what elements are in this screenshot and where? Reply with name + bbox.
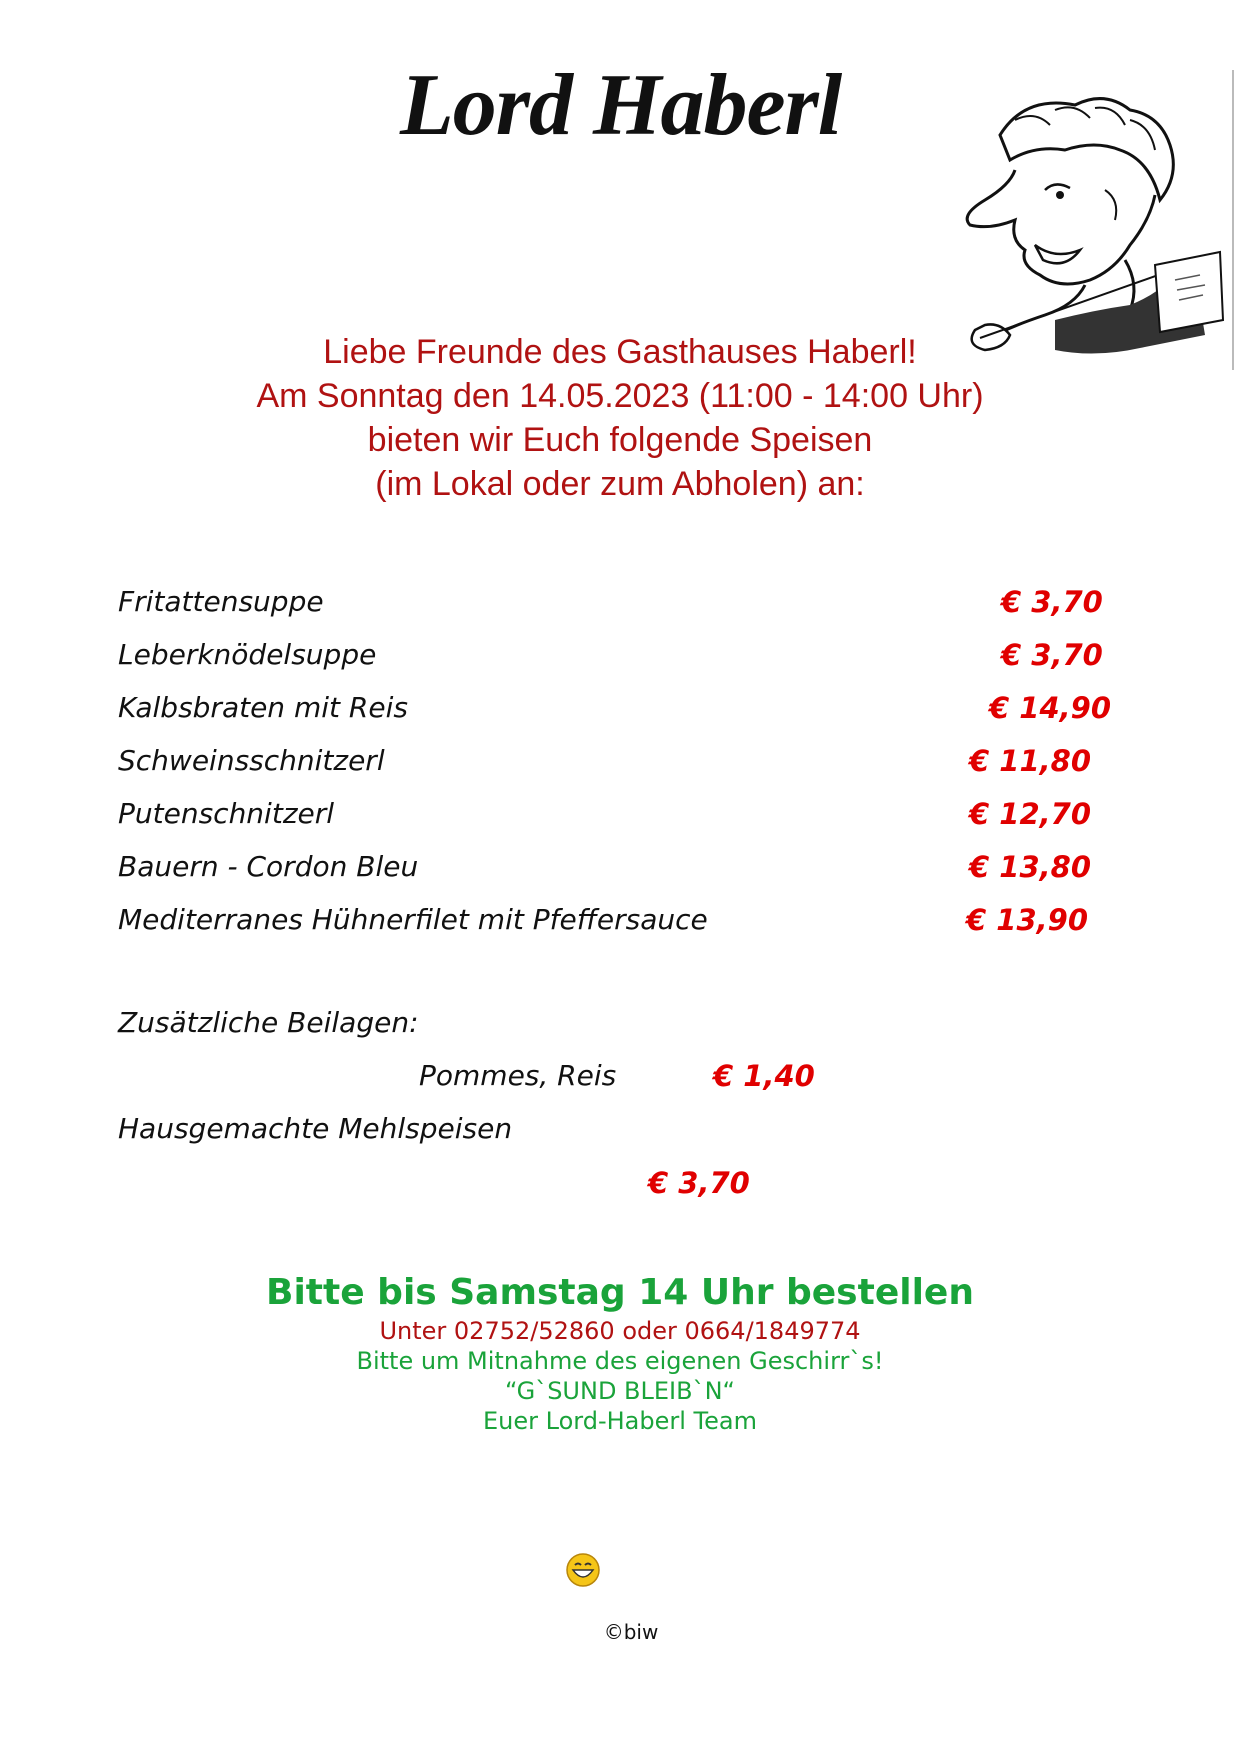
dish-name: Fritattensuppe	[118, 585, 324, 618]
sides-price: € 1,40	[713, 1059, 815, 1093]
desserts-price: € 3,70	[648, 1166, 750, 1200]
order-deadline-headline: Bitte bis Samstag 14 Uhr bestellen	[266, 1272, 974, 1313]
intro-line: Am Sonntag den 14.05.2023 (11:00 - 14:00 Uhr)	[256, 377, 984, 415]
menu-item	[0, 744, 1240, 797]
intro-line: bieten wir Euch folgende Speisen	[367, 421, 873, 459]
dish-price: € 11,80	[969, 744, 1092, 778]
laughing-smiley-icon	[565, 1552, 601, 1588]
dish-price: € 3,70	[1001, 585, 1103, 619]
dishes-note: Bitte um Mitnahme des eigenen Geschirr`s!	[356, 1347, 884, 1375]
extras-heading: Zusätzliche Beilagen:	[118, 1006, 419, 1039]
sides-name: Pommes, Reis	[419, 1059, 617, 1092]
intro-message	[0, 330, 1240, 506]
menu-item	[0, 691, 1240, 744]
desserts-name: Hausgemachte Mehlspeisen	[118, 1112, 513, 1145]
dish-price: € 12,70	[969, 797, 1092, 831]
menu-item	[0, 585, 1240, 638]
dish-price: € 14,90	[989, 691, 1112, 725]
copyright-text: ©biw	[603, 1620, 659, 1644]
menu-item	[0, 850, 1240, 903]
intro-line: (im Lokal oder zum Abholen) an:	[375, 465, 865, 503]
intro-line: Liebe Freunde des Gasthauses Haberl!	[323, 333, 917, 371]
restaurant-logo-title: Lord Haberl	[400, 57, 842, 154]
caricature-icon	[955, 80, 1225, 370]
edge-divider	[1232, 70, 1234, 370]
team-signature: Euer Lord-Haberl Team	[483, 1407, 757, 1435]
slogan: “G`SUND BLEIB`N“	[505, 1377, 735, 1405]
dish-name: Kalbsbraten mit Reis	[118, 691, 408, 724]
dish-name: Putenschnitzerl	[118, 797, 335, 830]
dish-name: Mediterranes Hühnerfilet mit Pfeffersauce	[118, 903, 708, 936]
dish-name: Bauern - Cordon Bleu	[118, 850, 419, 883]
menu-item	[0, 797, 1240, 850]
dish-price: € 13,90	[966, 903, 1089, 937]
phone-line: Unter 02752/52860 oder 0664/1849774	[379, 1317, 861, 1345]
dish-price: € 13,80	[969, 850, 1092, 884]
dish-name: Schweinsschnitzerl	[118, 744, 385, 777]
menu-item	[0, 638, 1240, 691]
menu-item	[0, 903, 1240, 956]
footer-block	[0, 1316, 1240, 1436]
dish-name: Leberknödelsuppe	[118, 638, 377, 671]
dish-price: € 3,70	[1001, 638, 1103, 672]
